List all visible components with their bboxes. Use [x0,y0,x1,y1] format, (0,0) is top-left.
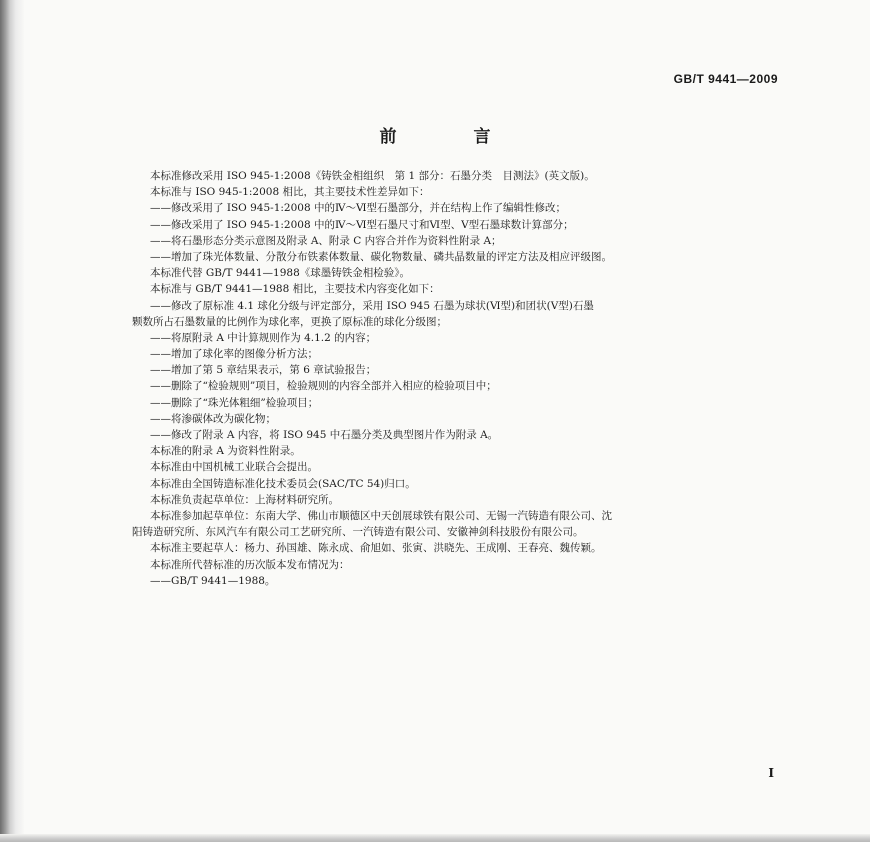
list-item: ——增加了珠光体数量、分散分布铁素体数量、碳化物数量、磷共晶数量的评定方法及相应评级图。 [150,250,612,263]
paragraph-line: 本标准所代替标准的历次版本发布情况为： [150,558,350,571]
paragraph-line: 本标准的附录 A 为资料性附录。 [150,445,301,458]
list-item: ——将石墨形态分类示意图及附录 A、附录 C 内容合并作为资料性附录 A； [150,234,502,247]
list-item: ——修改采用了 ISO 945-1:2008 中的Ⅳ～Ⅵ型石墨部分，并在结构上作了编辑性修改； [150,202,567,215]
paragraph-continuation: 阳铸造研究所、东风汽车有限公司工艺研究所、一汽铸造有限公司、安徽神剑科技股份有限公司。 [132,526,584,539]
list-item: ——修改采用了 ISO 945-1:2008 中的Ⅳ～Ⅵ型石墨尺寸和Ⅵ型、Ⅴ型石墨球数计算部分； [150,218,574,231]
paragraph-line: 本标准由中国机械工业联合会提出。 [150,461,318,474]
foreword-body [132,168,794,589]
paragraph-line: 本标准与 GB/T 9441—1988 相比，主要技术内容变化如下： [150,283,440,296]
page-number: I [768,766,774,780]
standard-code-header: GB/T 9441—2009 [673,72,778,86]
list-item: ——将原附录 A 中计算规则作为 4.1.2 的内容； [150,331,377,344]
paragraph-line: 本标准与 ISO 945-1:2008 相比，其主要技术性差异如下： [150,186,430,199]
page-bottom-edge [0,834,870,842]
list-item: ——删除了“珠光体粗细”检验项目； [150,396,319,409]
list-item: ——修改了附录 A 内容，将 ISO 945 中石墨分类及典型图片作为附录 A。 [150,429,499,441]
paragraph-line: 本标准代替 GB/T 9441—1988《球墨铸铁金相检验》。 [150,267,411,280]
list-item: ——GB/T 9441—1988。 [150,574,276,587]
page-title: 前 言 [379,127,521,147]
list-item-continuation: 颗数所占石墨数量的比例作为球化率，更换了原标准的球化分级图； [132,315,447,328]
list-item: ——增加了第 5 章结果表示，第 6 章试验报告； [150,364,377,377]
paragraph-line: 本标准修改采用 ISO 945-1:2008《铸铁金相组织 第 1 部分：石墨分类 目测法》(英文版)。 [150,170,595,182]
list-item: ——将渗碳体改为碳化物； [150,412,276,425]
list-item: ——修改了原标准 4.1 球化分级与评定部分，采用 ISO 945 石墨为球状(Ⅵ型)和团状(Ⅴ型)石墨 [150,299,594,312]
paragraph-line: 本标准由全国铸造标准化技术委员会(SAC/TC 54)归口。 [150,477,416,490]
paragraph-line: 本标准参加起草单位：东南大学、佛山市顺德区中天创展球铁有限公司、无锡一汽铸造有限公司、沈 [150,509,612,522]
list-item: ——删除了“检验规则”项目，检验规则的内容全部并入相应的检验项目中； [150,380,497,393]
list-item: ——增加了球化率的图像分析方法； [150,348,318,361]
paragraph-line: 本标准负责起草单位：上海材料研究所。 [150,493,339,506]
paragraph-line: 本标准主要起草人：杨力、孙国雄、陈永成、俞旭如、张寅、洪晓先、王成刚、王春亮、魏传颖。 [150,542,602,555]
